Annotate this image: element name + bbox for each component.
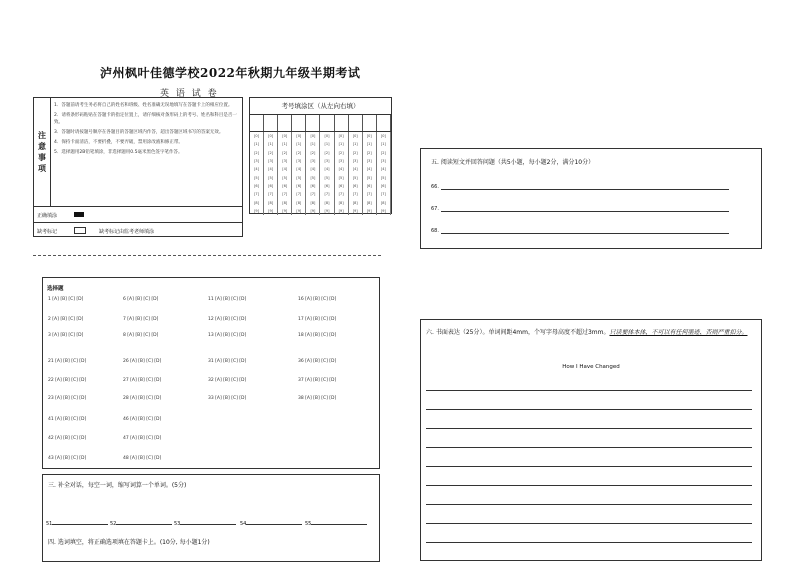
exam-digit-bubble[interactable]: [7] [338, 192, 344, 197]
choice-question-47[interactable]: 47 [A] [B] [C] [D] [123, 436, 162, 441]
writing-line[interactable] [426, 466, 752, 467]
exam-digit-bubble[interactable]: [7] [324, 192, 330, 197]
correct-fill-row: 正确填涂 [34, 206, 242, 223]
exam-digit-bubble[interactable]: [7] [296, 192, 302, 197]
writing-line[interactable] [426, 485, 752, 486]
exam-digit-bubble[interactable]: [2] [324, 150, 330, 155]
exam-digit-column[interactable] [377, 132, 391, 215]
choice-question-3[interactable]: 3 [A] [B] [C] [D] [48, 333, 84, 338]
exam-digit-bubble[interactable]: [0] [352, 134, 358, 139]
exam-digit-bubble[interactable]: [1] [338, 142, 344, 147]
exam-digit-bubble[interactable]: [4] [324, 167, 330, 172]
notice-item: 2．请将条形码粘贴在答题卡的指定位置上，请仔细核对条形码上的考号、姓名和科目是否一致。 [54, 113, 237, 125]
exam-digit-column[interactable] [320, 132, 334, 215]
exam-digit-bubble[interactable]: [1] [282, 142, 288, 147]
exam-digit-bubble[interactable]: [5] [324, 175, 330, 180]
exam-digit-bubble[interactable]: [3] [338, 159, 344, 164]
exam-digit-bubble[interactable]: [9] [268, 208, 274, 213]
exam-digit-bubble[interactable]: [6] [268, 183, 274, 188]
exam-number-write-row[interactable] [250, 115, 391, 132]
blank-54[interactable]: 54 [240, 519, 302, 527]
exam-digit-bubble[interactable]: [5] [380, 175, 386, 180]
choice-question-46[interactable]: 46 [A] [B] [C] [D] [123, 417, 162, 422]
choice-question-31[interactable]: 31 [A] [B] [C] [D] [208, 359, 247, 364]
exam-digit-bubble[interactable]: [6] [282, 183, 288, 188]
exam-digit-bubble[interactable]: [9] [310, 208, 316, 213]
section-three-title: 三. 补全对话，每空一词，缩写词算一个单词。(5分) [48, 482, 187, 489]
writing-line[interactable] [426, 504, 752, 505]
exam-digit-bubble[interactable]: [0] [282, 134, 288, 139]
choice-question-6[interactable]: 6 [A] [B] [C] [D] [123, 297, 159, 302]
exam-digit-bubble[interactable]: [0] [366, 134, 372, 139]
section-five-title: 五. 阅读短文并回答问题（共5小题，每小题2分，满分10分） [431, 159, 595, 166]
exam-digit-bubble[interactable]: [9] [282, 208, 288, 213]
exam-digit-bubble[interactable]: [2] [254, 150, 260, 155]
exam-digit-bubble[interactable]: [8] [296, 200, 302, 205]
choice-question-18[interactable]: 18 [A] [B] [C] [D] [298, 333, 337, 338]
blank-51[interactable]: 51 [46, 519, 108, 527]
exam-digit-bubble[interactable]: [8] [282, 200, 288, 205]
answer-line-66[interactable]: 66. [431, 184, 439, 190]
exam-digit-bubble[interactable]: [7] [380, 192, 386, 197]
section-four-title: 四. 选词填空，将正确选项填在答题卡上。(10分, 每小题1分) [48, 539, 210, 546]
exam-digit-bubble[interactable]: [8] [366, 200, 372, 205]
choice-question-2[interactable]: 2 [A] [B] [C] [D] [48, 317, 84, 322]
exam-digit-bubble[interactable]: [6] [352, 183, 358, 188]
exam-digit-bubble[interactable]: [3] [254, 159, 260, 164]
blank-53[interactable]: 53 [174, 519, 236, 527]
choice-question-27[interactable]: 27 [A] [B] [C] [D] [123, 378, 162, 383]
exam-digit-bubble[interactable]: [2] [366, 150, 372, 155]
exam-digit-bubble[interactable]: [6] [254, 183, 260, 188]
choice-question-41[interactable]: 41 [A] [B] [C] [D] [48, 417, 87, 422]
exam-digit-bubble[interactable]: [9] [352, 208, 358, 213]
exam-digit-bubble[interactable]: [8] [338, 200, 344, 205]
exam-digit-bubble[interactable]: [0] [296, 134, 302, 139]
blank-52[interactable]: 52 [110, 519, 172, 527]
choice-question-33[interactable]: 33 [A] [B] [C] [D] [208, 396, 247, 401]
exam-digit-bubble[interactable]: [4] [380, 167, 386, 172]
choice-question-7[interactable]: 7 [A] [B] [C] [D] [123, 317, 159, 322]
notice-item: 3．答题时请按题号顺序在各题目的答题区域内作答，超出答题区域书写的答案无效。 [54, 130, 224, 135]
writing-line[interactable] [426, 390, 752, 391]
exam-digit-bubble[interactable]: [4] [296, 167, 302, 172]
page-subtitle: 英 语 试 卷 [160, 89, 219, 99]
choice-question-13[interactable]: 13 [A] [B] [C] [D] [208, 333, 247, 338]
choice-question-16[interactable]: 16 [A] [B] [C] [D] [298, 297, 337, 302]
exam-number-grid [249, 97, 392, 214]
notice-items [54, 102, 240, 159]
exam-digit-bubble[interactable]: [7] [282, 192, 288, 197]
exam-digit-bubble[interactable]: [1] [268, 142, 274, 147]
page-title: 泸州枫叶佳德学校2022年秋期九年级半期考试 [100, 66, 361, 80]
exam-digit-bubble[interactable]: [0] [324, 134, 330, 139]
exam-digit-bubble[interactable]: [3] [282, 159, 288, 164]
choice-title: 选择题 [47, 286, 64, 292]
exam-digit-bubble[interactable]: [9] [254, 208, 260, 213]
exam-digit-bubble[interactable]: [3] [324, 159, 330, 164]
blank-55[interactable]: 55 [305, 519, 367, 527]
exam-digit-bubble[interactable]: [4] [254, 167, 260, 172]
exam-digit-bubble[interactable]: [6] [380, 183, 386, 188]
exam-digit-bubble[interactable]: [8] [352, 200, 358, 205]
answer-line-67[interactable]: 67. [431, 206, 439, 212]
exam-digit-bubble[interactable]: [7] [352, 192, 358, 197]
exam-digit-bubble[interactable]: [7] [268, 192, 274, 197]
choice-question-21[interactable]: 21 [A] [B] [C] [D] [48, 359, 87, 364]
exam-digit-bubble[interactable]: [7] [366, 192, 372, 197]
exam-digit-bubble[interactable]: [5] [310, 175, 316, 180]
answer-line-68[interactable]: 68. [431, 228, 439, 234]
cut-line [33, 255, 381, 256]
exam-digit-bubble[interactable]: [2] [268, 150, 274, 155]
choice-question-23[interactable]: 23 [A] [B] [C] [D] [48, 396, 87, 401]
exam-digit-bubble[interactable]: [0] [380, 134, 386, 139]
exam-digit-column[interactable] [363, 132, 377, 215]
choice-question-32[interactable]: 32 [A] [B] [C] [D] [208, 378, 247, 383]
choice-section [42, 277, 380, 469]
writing-line[interactable] [426, 409, 752, 410]
exam-digit-column[interactable] [306, 132, 320, 215]
exam-digit-bubble[interactable]: [5] [254, 175, 260, 180]
notice-label: 注 意 事 项 [34, 98, 51, 206]
exam-digit-bubble[interactable]: [3] [366, 159, 372, 164]
exam-digit-column[interactable] [278, 132, 292, 215]
exam-digit-bubble[interactable]: [8] [254, 200, 260, 205]
choice-question-11[interactable]: 11 [A] [B] [C] [D] [208, 297, 247, 302]
exam-digit-bubble[interactable]: [4] [366, 167, 372, 172]
exam-digit-column[interactable] [264, 132, 278, 215]
exam-number-columns[interactable] [250, 132, 391, 215]
filled-mark-icon [74, 212, 84, 217]
exam-digit-bubble[interactable]: [1] [254, 142, 260, 147]
section-five [420, 148, 762, 249]
notice-item: 5．选择题用2B铅笔填涂，非选择题用0.5毫米黑色签字笔作答。 [54, 150, 183, 155]
exam-digit-bubble[interactable]: [1] [324, 142, 330, 147]
exam-digit-bubble[interactable]: [8] [310, 200, 316, 205]
exam-digit-bubble[interactable]: [2] [296, 150, 302, 155]
exam-digit-bubble[interactable]: [6] [324, 183, 330, 188]
exam-digit-bubble[interactable]: [6] [310, 183, 316, 188]
exam-digit-bubble[interactable]: [3] [352, 159, 358, 164]
choice-question-22[interactable]: 22 [A] [B] [C] [D] [48, 378, 87, 383]
exam-digit-bubble[interactable]: [8] [380, 200, 386, 205]
exam-digit-bubble[interactable]: [6] [296, 183, 302, 188]
choice-question-37[interactable]: 37 [A] [B] [C] [D] [298, 378, 337, 383]
exam-digit-bubble[interactable]: [1] [380, 142, 386, 147]
exam-digit-bubble[interactable]: [4] [268, 167, 274, 172]
exam-digit-bubble[interactable]: [1] [366, 142, 372, 147]
absent-checkbox[interactable] [74, 227, 86, 234]
choice-question-8[interactable]: 8 [A] [B] [C] [D] [123, 333, 159, 338]
writing-line[interactable] [426, 447, 752, 448]
exam-digit-bubble[interactable]: [0] [310, 134, 316, 139]
exam-digit-bubble[interactable]: [0] [338, 134, 344, 139]
exam-digit-bubble[interactable]: [6] [338, 183, 344, 188]
exam-digit-bubble[interactable]: [9] [324, 208, 330, 213]
exam-digit-bubble[interactable]: [7] [254, 192, 260, 197]
exam-digit-bubble[interactable]: [3] [268, 159, 274, 164]
choice-question-12[interactable]: 12 [A] [B] [C] [D] [208, 317, 247, 322]
exam-digit-bubble[interactable]: [0] [268, 134, 274, 139]
exam-digit-bubble[interactable]: [3] [310, 159, 316, 164]
essay-title: How I Have Changed [562, 364, 620, 370]
exam-digit-column[interactable] [349, 132, 363, 215]
exam-digit-bubble[interactable]: [3] [296, 159, 302, 164]
choice-question-28[interactable]: 28 [A] [B] [C] [D] [123, 396, 162, 401]
notice-box [33, 97, 243, 237]
exam-digit-column[interactable] [335, 132, 349, 215]
writing-line[interactable] [426, 428, 752, 429]
exam-digit-bubble[interactable]: [0] [254, 134, 260, 139]
exam-digit-bubble[interactable]: [9] [338, 208, 344, 213]
exam-digit-bubble[interactable]: [4] [310, 167, 316, 172]
exam-number-title: 考号填涂区（从左向右填） [250, 98, 391, 115]
choice-question-42[interactable]: 42 [A] [B] [C] [D] [48, 436, 87, 441]
exam-digit-bubble[interactable]: [5] [296, 175, 302, 180]
exam-digit-bubble[interactable]: [4] [352, 167, 358, 172]
exam-digit-bubble[interactable]: [5] [366, 175, 372, 180]
exam-digit-bubble[interactable]: [9] [366, 208, 372, 213]
section-three [42, 474, 380, 562]
exam-digit-bubble[interactable]: [8] [268, 200, 274, 205]
section-six [420, 319, 762, 561]
exam-digit-bubble[interactable]: [3] [380, 159, 386, 164]
choice-question-48[interactable]: 48 [A] [B] [C] [D] [123, 456, 162, 461]
choice-question-38[interactable]: 38 [A] [B] [C] [D] [298, 396, 337, 401]
exam-digit-bubble[interactable]: [7] [310, 192, 316, 197]
exam-digit-bubble[interactable]: [1] [296, 142, 302, 147]
notice-item: 4．保持卡面清洁，不要折叠，不要弄破，禁用涂改液和修正带。 [54, 140, 183, 145]
exam-digit-bubble[interactable]: [5] [338, 175, 344, 180]
exam-digit-bubble[interactable]: [5] [352, 175, 358, 180]
exam-digit-column[interactable] [292, 132, 306, 215]
exam-digit-bubble[interactable]: [2] [310, 150, 316, 155]
choice-question-17[interactable]: 17 [A] [B] [C] [D] [298, 317, 337, 322]
exam-digit-bubble[interactable]: [1] [352, 142, 358, 147]
choice-question-26[interactable]: 26 [A] [B] [C] [D] [123, 359, 162, 364]
exam-digit-bubble[interactable]: [9] [380, 208, 386, 213]
exam-digit-bubble[interactable]: [4] [338, 167, 344, 172]
exam-digit-bubble[interactable]: [8] [324, 200, 330, 205]
section-six-title: 六. 书面表达（25分）。单词间距4mm，个写字母高度不超过3mm。只读要体本体，不可以有任何墨迹、否则严重扣分。 [426, 329, 748, 336]
absent-row: 缺考标记 缺考标记由监考老师填涂 [34, 222, 242, 239]
exam-digit-column[interactable] [250, 132, 264, 215]
choice-question-36[interactable]: 36 [A] [B] [C] [D] [298, 359, 337, 364]
exam-digit-bubble[interactable]: [5] [282, 175, 288, 180]
writing-line[interactable] [426, 523, 752, 524]
exam-digit-bubble[interactable]: [2] [380, 150, 386, 155]
exam-digit-bubble[interactable]: [4] [282, 167, 288, 172]
exam-digit-bubble[interactable]: [2] [282, 150, 288, 155]
writing-line[interactable] [426, 542, 752, 543]
exam-digit-bubble[interactable]: [6] [366, 183, 372, 188]
choice-question-1[interactable]: 1 [A] [B] [C] [D] [48, 297, 84, 302]
exam-digit-bubble[interactable]: [1] [310, 142, 316, 147]
exam-digit-bubble[interactable]: [5] [268, 175, 274, 180]
exam-digit-bubble[interactable]: [2] [338, 150, 344, 155]
exam-digit-bubble[interactable]: [9] [296, 208, 302, 213]
choice-question-43[interactable]: 43 [A] [B] [C] [D] [48, 456, 87, 461]
notice-item: 1．答题前请考生务必将自己的姓名和班级、姓名准确无误地填写在答题卡上的相应位置。 [54, 103, 233, 108]
exam-digit-bubble[interactable]: [2] [352, 150, 358, 155]
